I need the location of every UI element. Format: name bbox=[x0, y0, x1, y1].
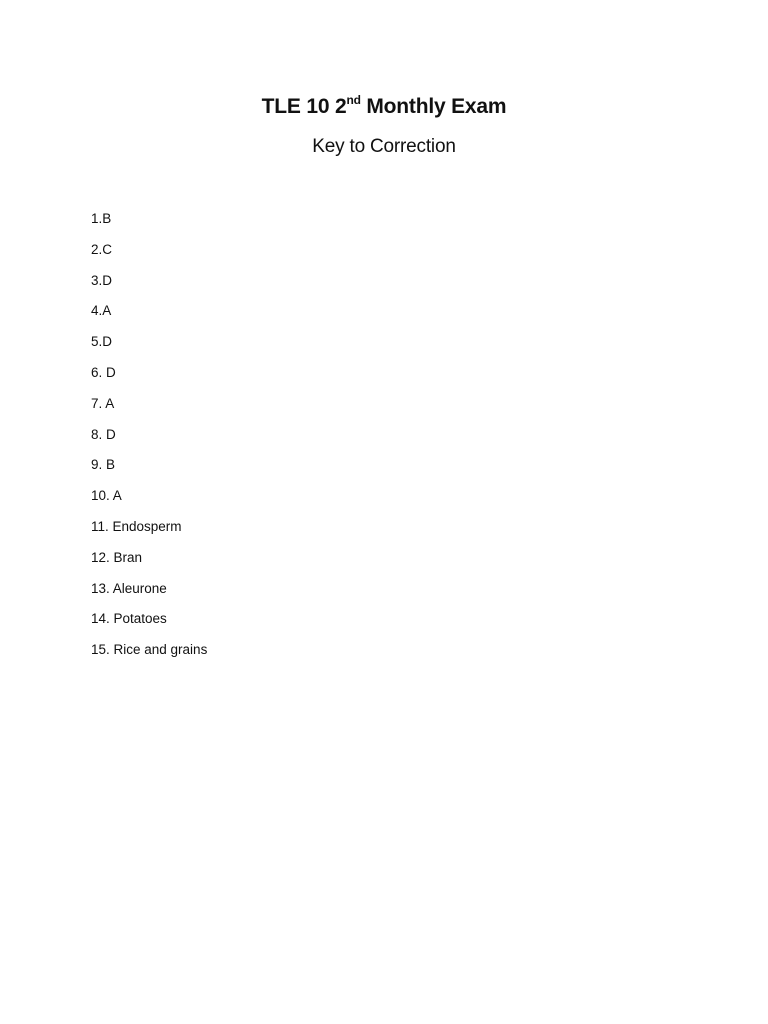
title-rest: Monthly Exam bbox=[360, 95, 507, 118]
answer-item: 5.D bbox=[91, 334, 113, 350]
page-subtitle: Key to Correction bbox=[312, 136, 456, 157]
answer-item: 11. Endosperm bbox=[91, 518, 182, 534]
answer-item: 6. D bbox=[91, 364, 116, 380]
answer-item: 8. D bbox=[91, 426, 116, 442]
answer-item: 2.C bbox=[91, 241, 113, 257]
answer-item: 10. A bbox=[91, 488, 122, 504]
page-title bbox=[0, 92, 768, 122]
answer-item: 3.D bbox=[91, 272, 113, 288]
answer-item: 15. Rice and grains bbox=[91, 642, 208, 658]
answer-item: 12. Bran bbox=[91, 549, 143, 565]
answer-item: 4.A bbox=[91, 303, 112, 319]
answer-item: 14. Potatoes bbox=[91, 611, 167, 627]
title-superscript: nd bbox=[346, 93, 361, 107]
answer-item: 1.B bbox=[91, 211, 112, 226]
answer-key-list bbox=[91, 209, 207, 671]
answer-item: 9. B bbox=[91, 457, 116, 473]
answer-item: 7. A bbox=[91, 395, 115, 411]
title-main: TLE 10 2 bbox=[261, 95, 347, 118]
answer-item: 13. Aleurone bbox=[91, 580, 167, 596]
